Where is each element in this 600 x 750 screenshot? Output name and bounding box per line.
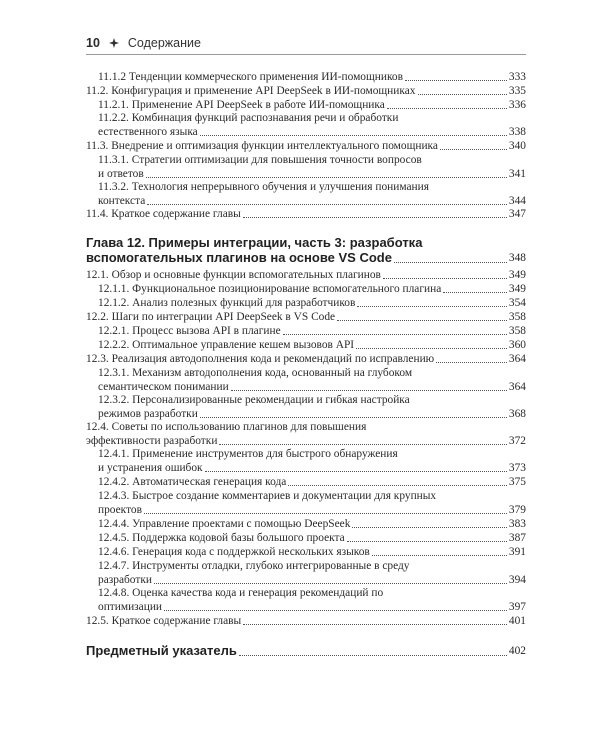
- toc-entry-page: 364: [508, 353, 526, 365]
- dot-leader: [443, 292, 507, 293]
- toc-entry[interactable]: [98, 545, 526, 559]
- dot-leader: [405, 80, 507, 81]
- toc-entry-page: 394: [508, 574, 526, 586]
- toc-entry-title-cont: эффективности разработки: [86, 435, 218, 447]
- dot-leader: [154, 583, 507, 584]
- dot-leader: [356, 348, 507, 349]
- chapter-title: Предметный указатель: [86, 643, 237, 658]
- toc-entry-title-cont: оптимизации: [98, 601, 163, 613]
- toc-entry[interactable]: [86, 84, 526, 98]
- dot-leader: [146, 177, 507, 178]
- toc-entry-page: 347: [508, 208, 526, 220]
- dot-leader: [440, 149, 507, 150]
- toc-entry-title: 12.2.1. Процесс вызова API в плагине: [98, 325, 281, 337]
- toc-entry-title: 12.4.2. Автоматическая генерация кода: [98, 476, 287, 488]
- toc-entry-title: 12.4.1. Применение инструментов для быстрого обнаружения: [98, 448, 398, 460]
- toc-entry-title: 12.4.8. Оценка качества кода и генерация рекомендаций по: [98, 587, 384, 599]
- dot-leader: [283, 334, 507, 335]
- toc-entry-title-cont: разработки: [98, 574, 152, 586]
- toc-entry-title: 11.4. Краткое содержание главы: [86, 208, 241, 220]
- dot-leader: [337, 320, 507, 321]
- dot-leader: [144, 513, 507, 514]
- toc-entry-page: 379: [508, 504, 526, 516]
- toc-entry-page: 336: [508, 99, 526, 111]
- toc-entry-title: 12.1.1. Функциональное позиционирование вспомогательного плагина: [98, 283, 442, 295]
- toc-entry-page: 338: [508, 126, 526, 138]
- toc-entry-page: 383: [508, 518, 526, 530]
- dot-leader: [387, 108, 507, 109]
- toc-entry[interactable]: [98, 125, 526, 139]
- toc-entry[interactable]: [98, 70, 526, 84]
- toc-entry-title-cont: контекста: [98, 195, 146, 207]
- toc-entry-title: 12.4.7. Инструменты отладки, глубоко интегрированные в среду: [98, 560, 410, 572]
- dot-leader: [436, 362, 507, 363]
- toc-entry-title-cont: и ответов: [98, 168, 144, 180]
- toc-entry-title: 12.3. Реализация автодополнения кода и рекомендаций по исправлению: [86, 353, 435, 365]
- toc-entry-page: 368: [508, 408, 526, 420]
- chapter-title-cont: вспомогательных плагинов на основе VS Code: [86, 250, 392, 265]
- toc-entry[interactable]: [86, 139, 526, 153]
- toc-entry-title: 12.3.2. Персонализированные рекомендации и гибкая настройка: [98, 394, 410, 406]
- toc-entry-page: 391: [508, 546, 526, 558]
- dot-leader: [352, 527, 506, 528]
- toc-entry-title: 12.1. Обзор и основные функции вспомогательных плагинов: [86, 269, 381, 281]
- toc-entry-title: 11.3.2. Технология непрерывного обучения и улучшения понимания: [98, 181, 429, 193]
- dot-leader: [164, 610, 507, 611]
- toc-entry[interactable]: [86, 434, 526, 448]
- page-number: 10: [86, 36, 100, 50]
- chapter-title: Глава 12. Примеры интеграции, часть 3: разработка: [86, 235, 423, 250]
- running-header: [86, 36, 526, 52]
- toc-entry[interactable]: [98, 517, 526, 531]
- header-rule: [86, 54, 526, 55]
- toc-entry-title: 11.1.2 Тенденции коммерческого применения ИИ-помощников: [98, 71, 403, 83]
- toc-entry-title: 12.4.5. Поддержка кодовой базы большого проекта: [98, 532, 345, 544]
- dot-leader: [243, 217, 507, 218]
- toc-entry-page: 333: [508, 71, 526, 83]
- toc-entry-page: 354: [508, 297, 526, 309]
- toc-entry-page: 375: [508, 476, 526, 488]
- toc-entry-page: 335: [508, 85, 526, 97]
- dot-leader: [347, 541, 507, 542]
- toc-entry-page: 358: [508, 311, 526, 323]
- toc-entry[interactable]: [98, 475, 526, 489]
- dot-leader: [288, 485, 507, 486]
- toc-entry-page: 397: [508, 601, 526, 613]
- dot-leader: [243, 624, 507, 625]
- toc-entry-title: 11.3. Внедрение и оптимизация функции интеллектуального помощника: [86, 140, 438, 152]
- toc-entry-title: 12.4.3. Быстрое создание комментариев и документации для крупных: [98, 490, 437, 502]
- toc-entry-page: 348: [508, 252, 526, 264]
- toc-entry[interactable]: [98, 600, 526, 614]
- toc-entry-title: 12.3.1. Механизм автодополнения кода, основанный на глубоком: [98, 367, 413, 379]
- toc-entry[interactable]: [98, 407, 526, 421]
- toc-entry-page: 358: [508, 325, 526, 337]
- toc-entry[interactable]: [98, 324, 526, 338]
- toc-entry-title-cont: и устранения ошибок: [98, 462, 203, 474]
- dot-leader: [200, 135, 507, 136]
- toc-entry[interactable]: [86, 310, 526, 324]
- toc-entry-title: 12.2. Шаги по интеграции API DeepSeek в VS Code: [86, 311, 336, 323]
- toc-entry-title: 11.2. Конфигурация и применение API DeepSeek в ИИ-помощниках: [86, 85, 416, 97]
- toc-entry[interactable]: [98, 503, 526, 517]
- toc-entry[interactable]: [98, 380, 526, 394]
- toc-entry[interactable]: [86, 268, 526, 282]
- toc-entry[interactable]: [98, 573, 526, 587]
- toc-entry-page: 349: [508, 269, 526, 281]
- dot-leader: [372, 555, 507, 556]
- dot-leader: [231, 390, 507, 391]
- toc-entry[interactable]: [98, 338, 526, 352]
- toc-entry-title: 12.4.4. Управление проектами с помощью DeepSeek: [98, 518, 351, 530]
- toc-entry[interactable]: [86, 614, 526, 628]
- toc-entry-title: 12.2.2. Оптимальное управление кешем вызовов API: [98, 339, 355, 351]
- toc-entry-page: 340: [508, 140, 526, 152]
- toc-entry[interactable]: [98, 98, 526, 112]
- toc-entry-title-cont: проектов: [98, 504, 142, 516]
- toc-entry-title-cont: режимов разработки: [98, 408, 198, 420]
- toc-entry-page: 401: [508, 615, 526, 627]
- toc-entry[interactable]: [98, 461, 526, 475]
- dot-leader: [200, 417, 507, 418]
- toc-entry-page: 402: [508, 645, 526, 657]
- toc-entry-title: 12.4.6. Генерация кода с поддержкой нескольких языков: [98, 546, 370, 558]
- diamond-ornament-icon: [109, 38, 119, 48]
- toc-entry-title-cont: семантическом понимании: [98, 381, 229, 393]
- toc-entry-page: 349: [508, 283, 526, 295]
- toc-entry[interactable]: [98, 531, 526, 545]
- toc-entry-title: 11.3.1. Стратегии оптимизации для повышения точности вопросов: [98, 154, 422, 166]
- toc-entry[interactable]: [98, 167, 526, 181]
- chapter-entry[interactable]: [86, 643, 526, 659]
- dot-leader: [418, 94, 507, 95]
- toc-entry-page: 344: [508, 195, 526, 207]
- toc-entry-title: 12.1.2. Анализ полезных функций для разработчиков: [98, 297, 356, 309]
- toc-entry-page: 341: [508, 168, 526, 180]
- toc-entry-title: 12.5. Краткое содержание главы: [86, 615, 242, 627]
- toc-entry-title-cont: естественного языка: [98, 126, 198, 138]
- chapter-entry[interactable]: [86, 250, 526, 266]
- toc-entry-page: 360: [508, 339, 526, 351]
- toc-entry[interactable]: [86, 352, 526, 366]
- dot-leader: [239, 655, 507, 656]
- toc-entry[interactable]: [86, 207, 526, 221]
- toc-entry-title: 11.2.1. Применение API DeepSeek в работе ИИ-помощника: [98, 99, 385, 111]
- dot-leader: [357, 306, 507, 307]
- dot-leader: [219, 444, 506, 445]
- toc-entry-page: 364: [508, 381, 526, 393]
- toc-entry[interactable]: [98, 282, 526, 296]
- dot-leader: [383, 278, 507, 279]
- dot-leader: [205, 471, 507, 472]
- dot-leader: [147, 204, 507, 205]
- running-title: Содержание: [127, 36, 201, 50]
- toc-entry-page: 373: [508, 462, 526, 474]
- toc-entry-title: 11.2.2. Комбинация функций распознавания речи и обработки: [98, 112, 399, 124]
- toc-entry-page: 372: [508, 435, 526, 447]
- dot-leader: [394, 262, 507, 263]
- toc-entry-page: 387: [508, 532, 526, 544]
- toc-entry[interactable]: [98, 194, 526, 208]
- toc-entry-title: 12.4. Советы по использованию плагинов для повышения: [86, 421, 367, 433]
- toc-entry[interactable]: [98, 296, 526, 310]
